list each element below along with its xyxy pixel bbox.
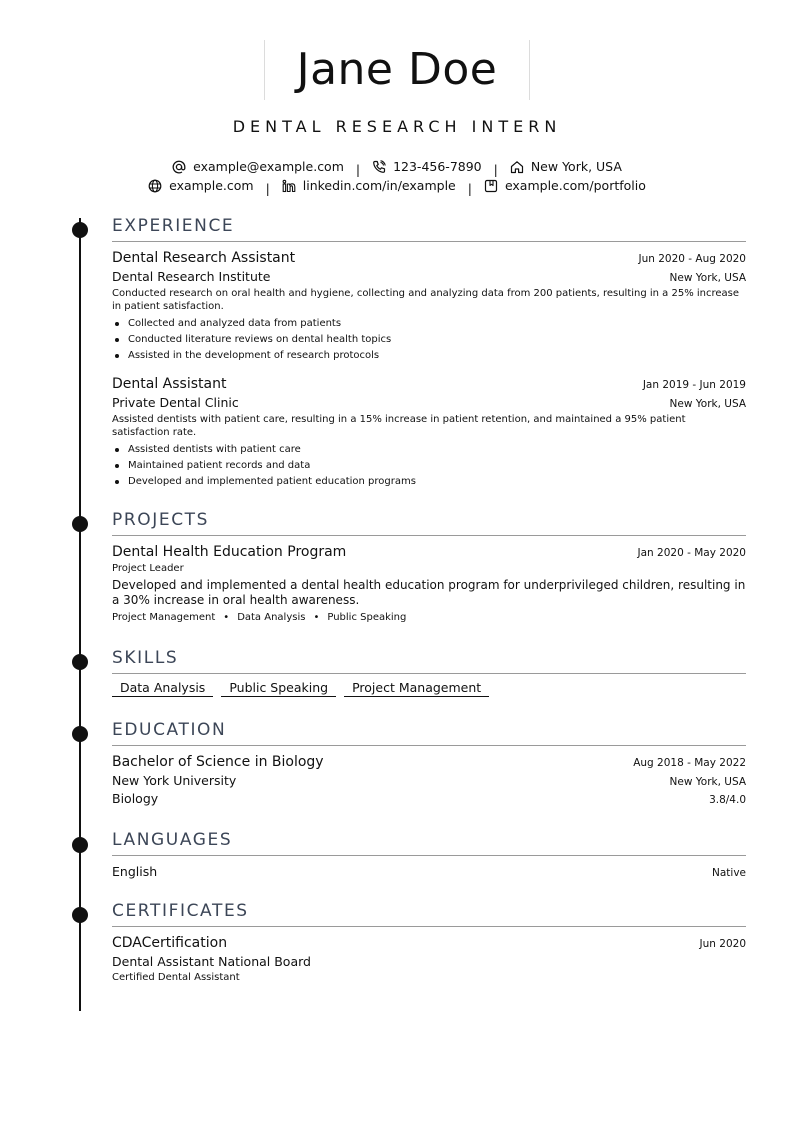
section-heading: SKILLS [112, 648, 746, 674]
skills-section [112, 648, 746, 697]
language-level: Native [712, 867, 746, 879]
skills-list [112, 680, 746, 697]
certificates-section [112, 901, 746, 983]
experience-entry [112, 376, 746, 490]
entry-title: Dental Assistant [112, 376, 227, 392]
skill-chip: Project Management [344, 680, 489, 697]
entry-org: Private Dental Clinic [112, 395, 239, 410]
skill-chip: Data Analysis [112, 680, 213, 697]
website-text: example.com [169, 178, 254, 193]
portfolio-icon [484, 179, 498, 193]
timeline-dot-experience [72, 222, 88, 238]
tag-separator: • [313, 612, 320, 623]
timeline-dot-education [72, 726, 88, 742]
list-item: Conducted literature reviews on dental health topics [112, 332, 746, 348]
projects-section [112, 510, 746, 623]
home-icon [510, 160, 524, 174]
candidate-name: Jane Doe [264, 40, 531, 100]
job-title: DENTAL RESEARCH INTERN [232, 117, 562, 136]
section-heading: PROJECTS [112, 510, 746, 536]
timeline-dot-projects [72, 516, 88, 532]
list-item: Assisted in the development of research protocols [112, 348, 746, 364]
project-tags [112, 612, 746, 623]
tag: Public Speaking [327, 612, 407, 623]
degree: Bachelor of Science in Biology [112, 754, 324, 770]
tag-separator: • [223, 612, 230, 623]
entry-title: Dental Health Education Program [112, 544, 347, 560]
timeline-dot-certificates [72, 907, 88, 923]
entry-date: Jun 2020 [699, 938, 746, 950]
email-text: example@example.com [193, 159, 344, 174]
entry-description: Developed and implemented a dental health education program for underprivileged children, resulting in a 30% increase in oral health awareness. [112, 578, 746, 607]
tag: Project Management [112, 612, 216, 623]
section-heading: LANGUAGES [112, 830, 746, 856]
education-entry [112, 754, 746, 806]
portfolio-item[interactable] [484, 178, 646, 193]
entry-summary: Assisted dentists with patient care, resulting in a 15% increase in patient retention, and maintained a 95% patient satisfaction rate. [112, 414, 686, 438]
email-item[interactable] [172, 159, 344, 174]
certificate-name: CDACertification [112, 935, 228, 951]
section-heading: EXPERIENCE [112, 216, 746, 242]
language-row [112, 864, 746, 879]
list-item: Developed and implemented patient education programs [112, 474, 746, 490]
entry-bullets [112, 442, 746, 490]
entry-date: Jun 2020 - Aug 2020 [638, 253, 746, 265]
project-entry [112, 544, 746, 623]
phone-text: 123-456-7890 [393, 159, 482, 174]
list-item: Collected and analyzed data from patients [112, 316, 746, 332]
timeline-line [79, 218, 81, 1011]
language-name: English [112, 864, 158, 879]
contact-row-2 [0, 178, 794, 196]
entry-location: New York, USA [669, 398, 746, 410]
tag: Data Analysis [237, 612, 306, 623]
entry-location: New York, USA [669, 272, 746, 284]
at-icon [172, 160, 186, 174]
gpa: 3.8/4.0 [709, 794, 746, 806]
certificate-description: Certified Dental Assistant [112, 972, 240, 983]
entry-summary: Conducted research on oral health and hygiene, collecting and analyzing data from 200 patients, resulting in a 25% increase in patient satisfaction. [112, 288, 740, 312]
timeline-dot-languages [72, 837, 88, 853]
separator: | [265, 180, 270, 196]
linkedin-item[interactable] [282, 178, 456, 193]
entry-date: Jan 2019 - Jun 2019 [642, 379, 746, 391]
education-section [112, 720, 746, 806]
globe-icon [148, 179, 162, 193]
languages-section [112, 830, 746, 879]
skill-chip: Public Speaking [221, 680, 336, 697]
linkedin-text: linkedin.com/in/example [302, 178, 456, 193]
contact-row-1 [0, 159, 794, 177]
portfolio-text: example.com/portfolio [504, 178, 646, 193]
section-heading: CERTIFICATES [112, 901, 746, 927]
entry-bullets [112, 316, 746, 364]
entry-title: Dental Research Assistant [112, 250, 296, 266]
separator: | [355, 161, 361, 177]
section-heading: EDUCATION [112, 720, 746, 746]
name-block [0, 40, 794, 100]
phone-item[interactable] [372, 159, 482, 174]
timeline-dot-skills [72, 654, 88, 670]
entry-org: Dental Research Institute [112, 269, 271, 284]
field-of-study: Biology [112, 791, 159, 806]
separator: | [493, 161, 498, 177]
experience-section [112, 216, 746, 490]
certificate-issuer: Dental Assistant National Board [112, 954, 311, 969]
entry-date: Jan 2020 - May 2020 [637, 547, 746, 559]
entry-role: Project Leader [112, 563, 184, 574]
entry-date: Aug 2018 - May 2022 [633, 757, 746, 769]
linkedin-icon [282, 179, 296, 193]
list-item: Maintained patient records and data [112, 458, 746, 474]
experience-entry [112, 250, 746, 364]
certificate-entry [112, 935, 746, 983]
entry-location: New York, USA [669, 776, 746, 788]
phone-icon [372, 160, 386, 174]
separator: | [467, 180, 472, 196]
school: New York University [112, 773, 237, 788]
location-text: New York, USA [530, 159, 622, 174]
list-item: Assisted dentists with patient care [112, 442, 746, 458]
website-item[interactable] [148, 178, 253, 193]
location-item [510, 159, 622, 174]
